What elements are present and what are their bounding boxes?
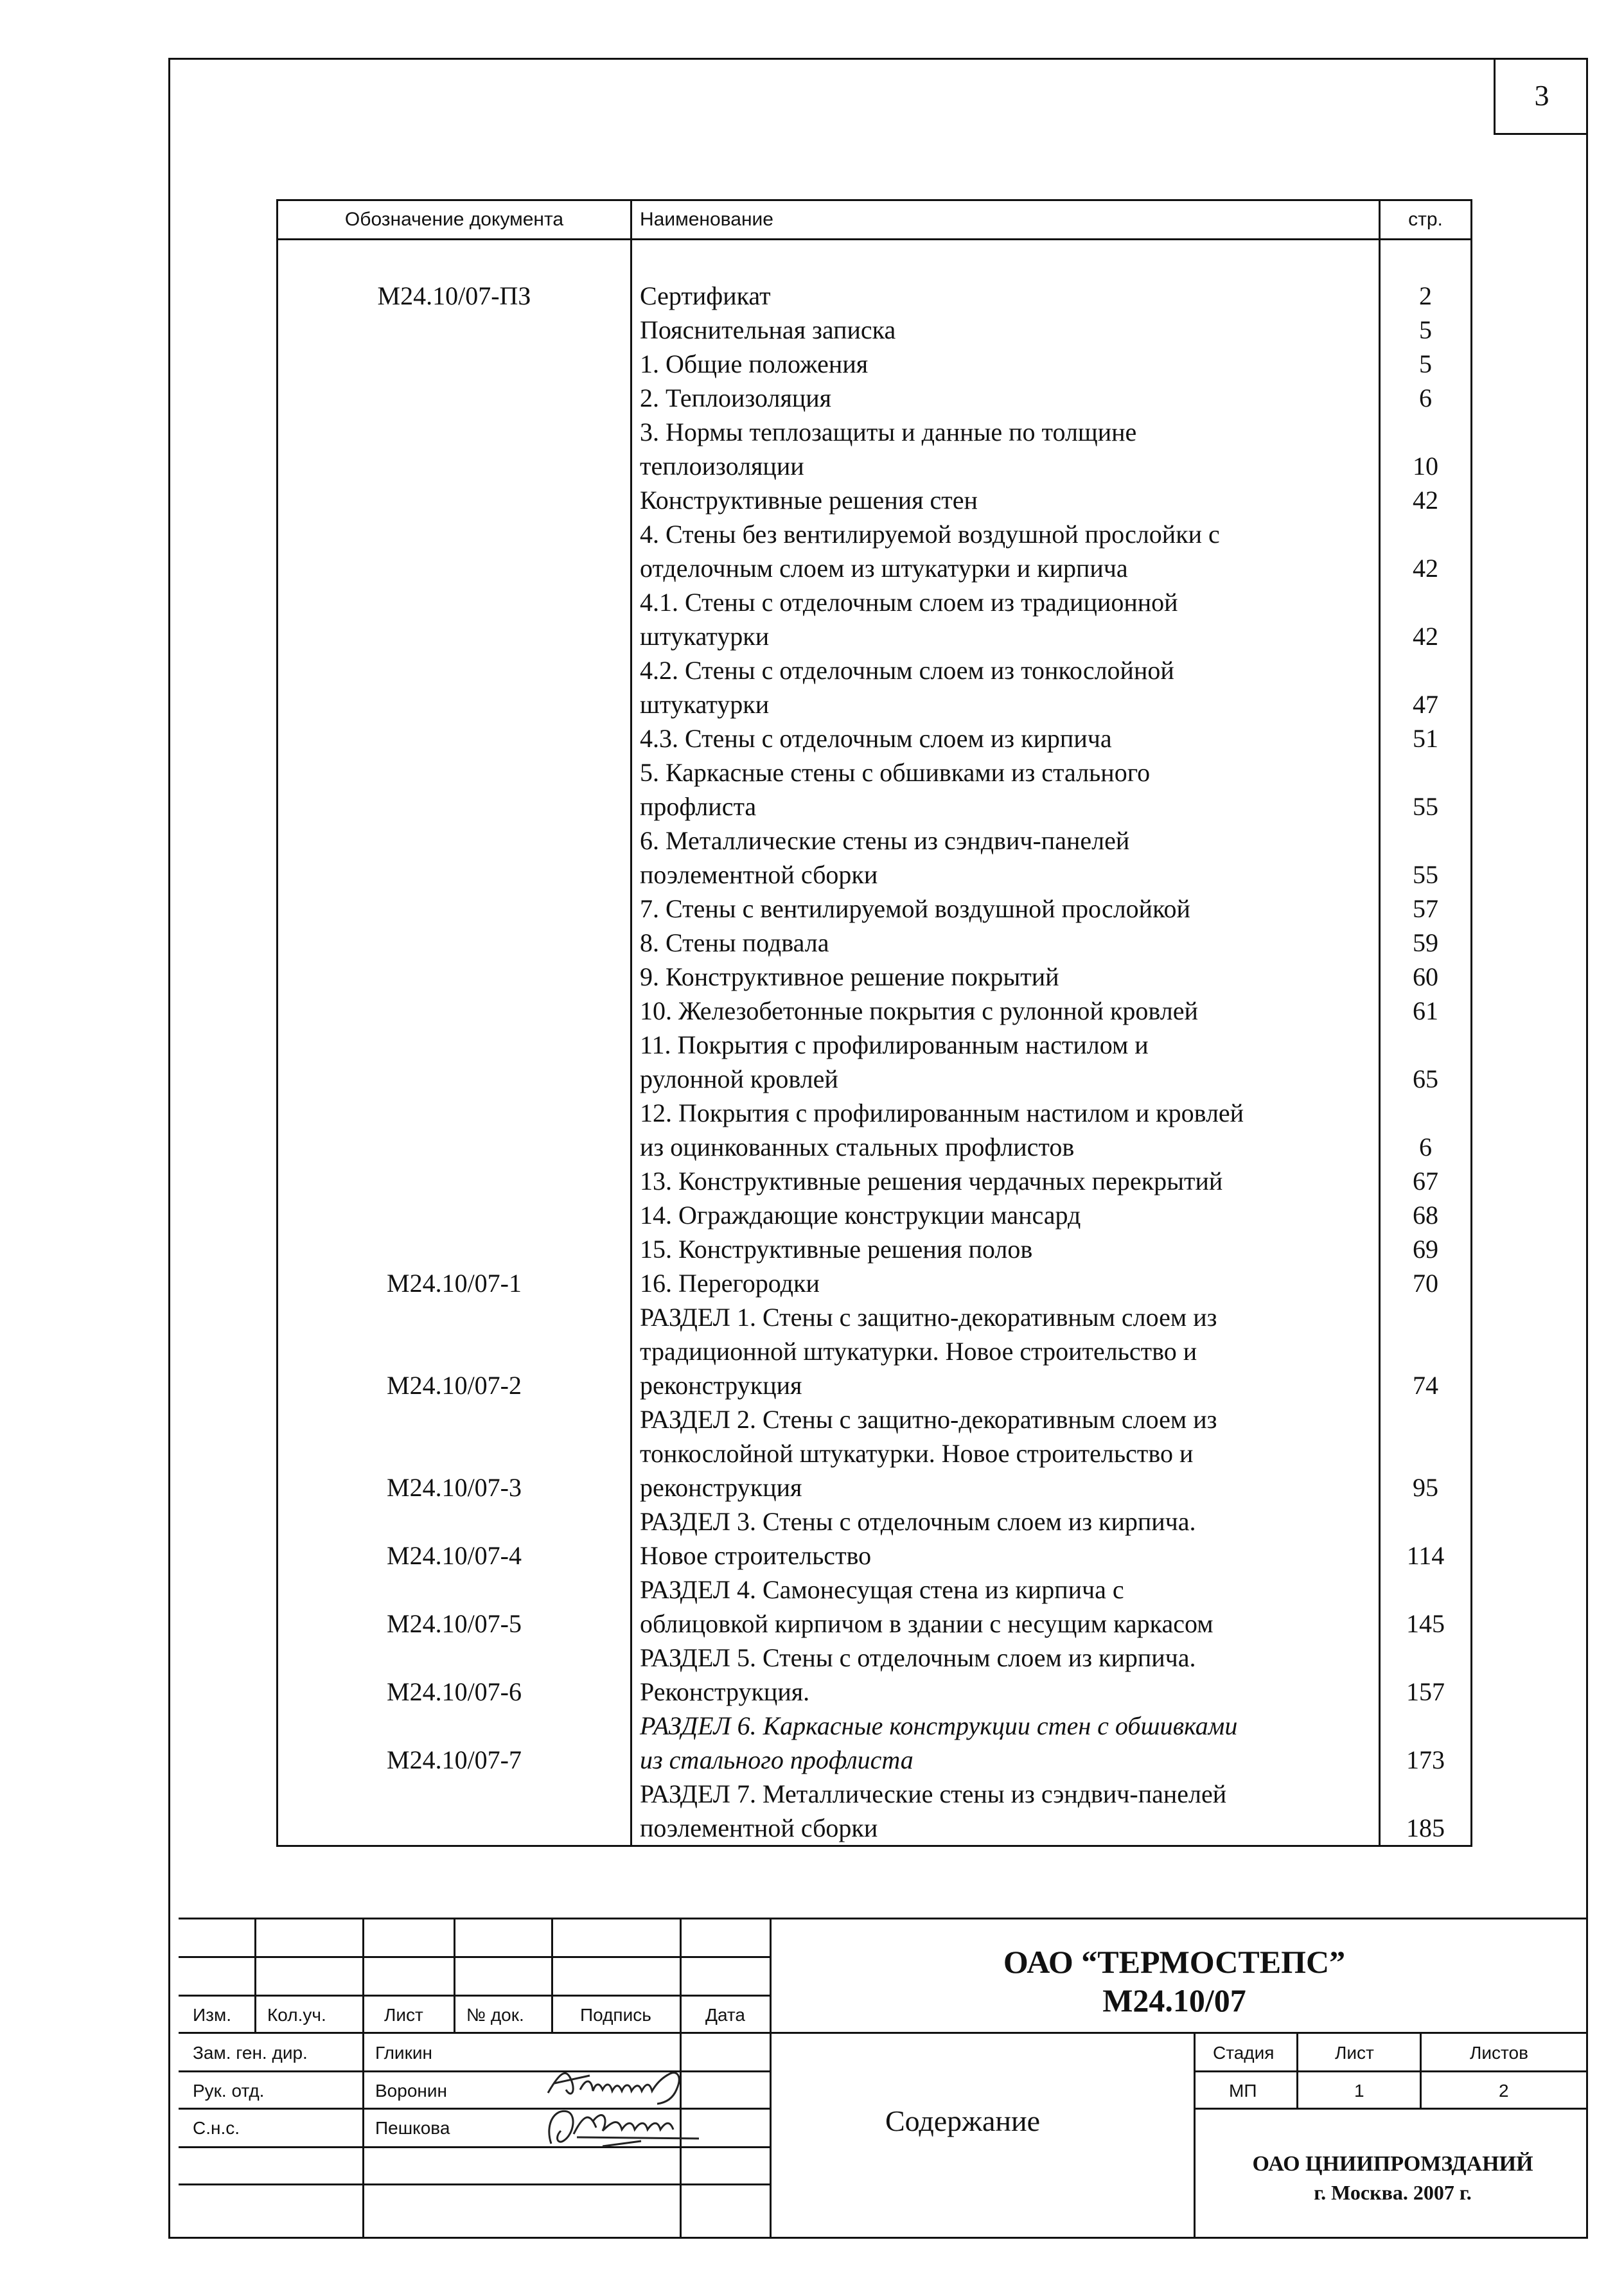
col-signature: Подпись [580, 2005, 651, 2025]
row-page: 5 [1380, 313, 1472, 347]
row-code: М24.10/07-5 [278, 1573, 631, 1641]
row-code [278, 1096, 631, 1164]
row-name: 5. Каркасные стены с обшивками из стального профлиста [631, 755, 1380, 824]
doc-title: Содержание [885, 2104, 1041, 2137]
city-year: г. Москва. 2007 г. [1314, 2181, 1472, 2204]
table-row [278, 926, 1472, 960]
row-name: 11. Покрытия с профилированным настилом и рулонной кровлей [631, 1028, 1380, 1096]
row-code [278, 1198, 631, 1232]
row-name: Конструктивные решения стен [631, 483, 1380, 517]
table-row [278, 1096, 1472, 1164]
table-row [278, 721, 1472, 755]
table-row [278, 892, 1472, 926]
row-name: РАЗДЕЛ 2. Стены с защитно-декоративным слоем из тонкослойной штукатурки. Новое строительство и реконструкция [631, 1402, 1380, 1504]
row-page: 70 [1380, 1266, 1472, 1300]
row-page: 6 [1380, 1096, 1472, 1164]
row-name: 14. Ограждающие конструкции мансард [631, 1198, 1380, 1232]
table-row [278, 1198, 1472, 1232]
row-page: 51 [1380, 721, 1472, 755]
row-name: 10. Железобетонные покрытия с рулонной кровлей [631, 994, 1380, 1028]
row-page: 68 [1380, 1198, 1472, 1232]
row-page: 55 [1380, 824, 1472, 892]
row-name: 4. Стены без вентилируемой воздушной прослойки с отделочным слоем из штукатурки и кирпича [631, 517, 1380, 585]
row-name: РАЗДЕЛ 6. Каркасные конструкции стен с обшивками из стального профлиста [631, 1709, 1380, 1777]
row-name: Пояснительная записка [631, 313, 1380, 347]
row-name: РАЗДЕЛ 1. Стены с защитно-декоративным слоем из традиционной штукатурки. Новое строительство и реконструкция [631, 1300, 1380, 1402]
header-page: стр. [1380, 200, 1472, 240]
row-name: РАЗДЕЛ 4. Самонесущая стена из кирпича с облицовкой кирпичом в здании с несущим каркасом [631, 1573, 1380, 1641]
row-code [278, 824, 631, 892]
row-page: 10 [1380, 415, 1472, 483]
table-row [278, 381, 1472, 415]
table-row [278, 960, 1472, 994]
row-name: Сертификат [631, 240, 1380, 313]
table-row [278, 1266, 1472, 1300]
row-name: 2. Теплоизоляция [631, 381, 1380, 415]
table-row [278, 313, 1472, 347]
row-page: 57 [1380, 892, 1472, 926]
contents-table [276, 199, 1472, 1847]
row-name: 4.2. Стены с отделочным слоем из тонкослойной штукатурки [631, 653, 1380, 721]
table-header-row [278, 200, 1472, 240]
table-row [278, 1709, 1472, 1777]
row-page: 67 [1380, 1164, 1472, 1198]
row-name: РАЗДЕЛ 3. Стены с отделочным слоем из кирпича. Новое строительство [631, 1504, 1380, 1573]
col-doc-no: № док. [466, 2005, 524, 2025]
row-code [278, 347, 631, 381]
role-2: Рук. отд. [193, 2081, 265, 2101]
table-row [278, 1232, 1472, 1266]
role-1: Зам. ген. дир. [193, 2043, 308, 2063]
row-code [278, 415, 631, 483]
row-page: 42 [1380, 483, 1472, 517]
row-page: 42 [1380, 585, 1472, 653]
row-page: 2 [1380, 240, 1472, 313]
row-code [278, 381, 631, 415]
table-row [278, 1028, 1472, 1096]
row-name: РАЗДЕЛ 7. Металлические стены из сэндвич-панелей поэлементной сборки [631, 1777, 1380, 1846]
stage-header: Стадия [1213, 2043, 1275, 2063]
row-code [278, 585, 631, 653]
row-name: 12. Покрытия с профилированным настилом и кровлей из оцинкованных стальных профлистов [631, 1096, 1380, 1164]
col-date: Дата [705, 2005, 746, 2025]
row-name: 15. Конструктивные решения полов [631, 1232, 1380, 1266]
row-code [278, 960, 631, 994]
row-code: М24.10/07-6 [278, 1641, 631, 1709]
table-row [278, 240, 1472, 313]
row-page: 55 [1380, 755, 1472, 824]
row-page: 42 [1380, 517, 1472, 585]
sheet-value: 1 [1354, 2081, 1364, 2101]
col-izm: Изм. [193, 2005, 231, 2025]
row-page: 74 [1380, 1300, 1472, 1402]
row-page: 61 [1380, 994, 1472, 1028]
row-code [278, 1028, 631, 1096]
row-name: 16. Перегородки [631, 1266, 1380, 1300]
name-1: Гликин [375, 2043, 432, 2063]
row-code [278, 721, 631, 755]
row-name: 8. Стены подвала [631, 926, 1380, 960]
row-page: 157 [1380, 1641, 1472, 1709]
row-code [278, 313, 631, 347]
table-row [278, 1573, 1472, 1641]
signature-peshkova [538, 2099, 705, 2157]
row-code [278, 926, 631, 960]
table-row [278, 824, 1472, 892]
row-page: 145 [1380, 1573, 1472, 1641]
table-row [278, 1300, 1472, 1402]
row-name: 1. Общие положения [631, 347, 1380, 381]
row-code [278, 653, 631, 721]
table-row [278, 1504, 1472, 1573]
row-code [278, 1777, 631, 1846]
table-row [278, 755, 1472, 824]
org-name: ОАО “ТЕРМОСТЕПС” [1003, 1944, 1346, 1980]
table-row [278, 1777, 1472, 1846]
row-code [278, 755, 631, 824]
row-name: 3. Нормы теплозащиты и данные по толщине теплоизоляции [631, 415, 1380, 483]
doc-code: М24.10/07 [1102, 1982, 1246, 2018]
row-name: 13. Конструктивные решения чердачных перекрытий [631, 1164, 1380, 1198]
row-page: 185 [1380, 1777, 1472, 1846]
role-3: С.н.с. [193, 2118, 240, 2138]
row-page: 95 [1380, 1402, 1472, 1504]
row-code: М24.10/07-2 [278, 1300, 631, 1402]
row-code: М24.10/07-3 [278, 1402, 631, 1504]
table-row [278, 1641, 1472, 1709]
row-page: 114 [1380, 1504, 1472, 1573]
row-page: 69 [1380, 1232, 1472, 1266]
header-code: Обозначение документа [278, 200, 631, 240]
name-3: Пешкова [375, 2118, 450, 2138]
table-row [278, 994, 1472, 1028]
sheet-header: Лист [1335, 2043, 1374, 2063]
row-name: РАЗДЕЛ 5. Стены с отделочным слоем из кирпича. Реконструкция. [631, 1641, 1380, 1709]
row-code: М24.10/07-ПЗ [278, 240, 631, 313]
table-row [278, 1164, 1472, 1198]
sheets-header: Листов [1470, 2043, 1528, 2063]
row-page: 6 [1380, 381, 1472, 415]
name-2: Воронин [375, 2081, 447, 2101]
row-code: М24.10/07-4 [278, 1504, 631, 1573]
row-code [278, 994, 631, 1028]
sheets-value: 2 [1499, 2081, 1509, 2101]
table-body [278, 240, 1472, 1846]
row-code: М24.10/07-1 [278, 1266, 631, 1300]
row-name: 9. Конструктивное решение покрытий [631, 960, 1380, 994]
institute-name: ОАО ЦНИИПРОМЗДАНИЙ [1252, 2152, 1533, 2176]
row-code: М24.10/07-7 [278, 1709, 631, 1777]
table-row [278, 653, 1472, 721]
row-page: 65 [1380, 1028, 1472, 1096]
row-name: 4.1. Стены с отделочным слоем из традиционной штукатурки [631, 585, 1380, 653]
table-row [278, 517, 1472, 585]
col-list: Лист [384, 2005, 423, 2025]
row-name: 7. Стены с вентилируемой воздушной прослойкой [631, 892, 1380, 926]
page-number: 3 [1494, 58, 1588, 135]
table-row [278, 483, 1472, 517]
row-code [278, 1232, 631, 1266]
stage-value: МП [1229, 2081, 1257, 2101]
table-row [278, 415, 1472, 483]
row-page: 47 [1380, 653, 1472, 721]
table-row [278, 347, 1472, 381]
row-code [278, 517, 631, 585]
row-page: 60 [1380, 960, 1472, 994]
row-page: 5 [1380, 347, 1472, 381]
row-page: 59 [1380, 926, 1472, 960]
row-page: 173 [1380, 1709, 1472, 1777]
row-code [278, 1164, 631, 1198]
row-name: 4.3. Стены с отделочным слоем из кирпича [631, 721, 1380, 755]
col-kol-uch: Кол.уч. [267, 2005, 326, 2025]
row-code [278, 892, 631, 926]
title-block [179, 1918, 1588, 2239]
row-code [278, 483, 631, 517]
table-row [278, 585, 1472, 653]
table-row [278, 1402, 1472, 1504]
header-name: Наименование [631, 200, 1380, 240]
row-name: 6. Металлические стены из сэндвич-панелей поэлементной сборки [631, 824, 1380, 892]
